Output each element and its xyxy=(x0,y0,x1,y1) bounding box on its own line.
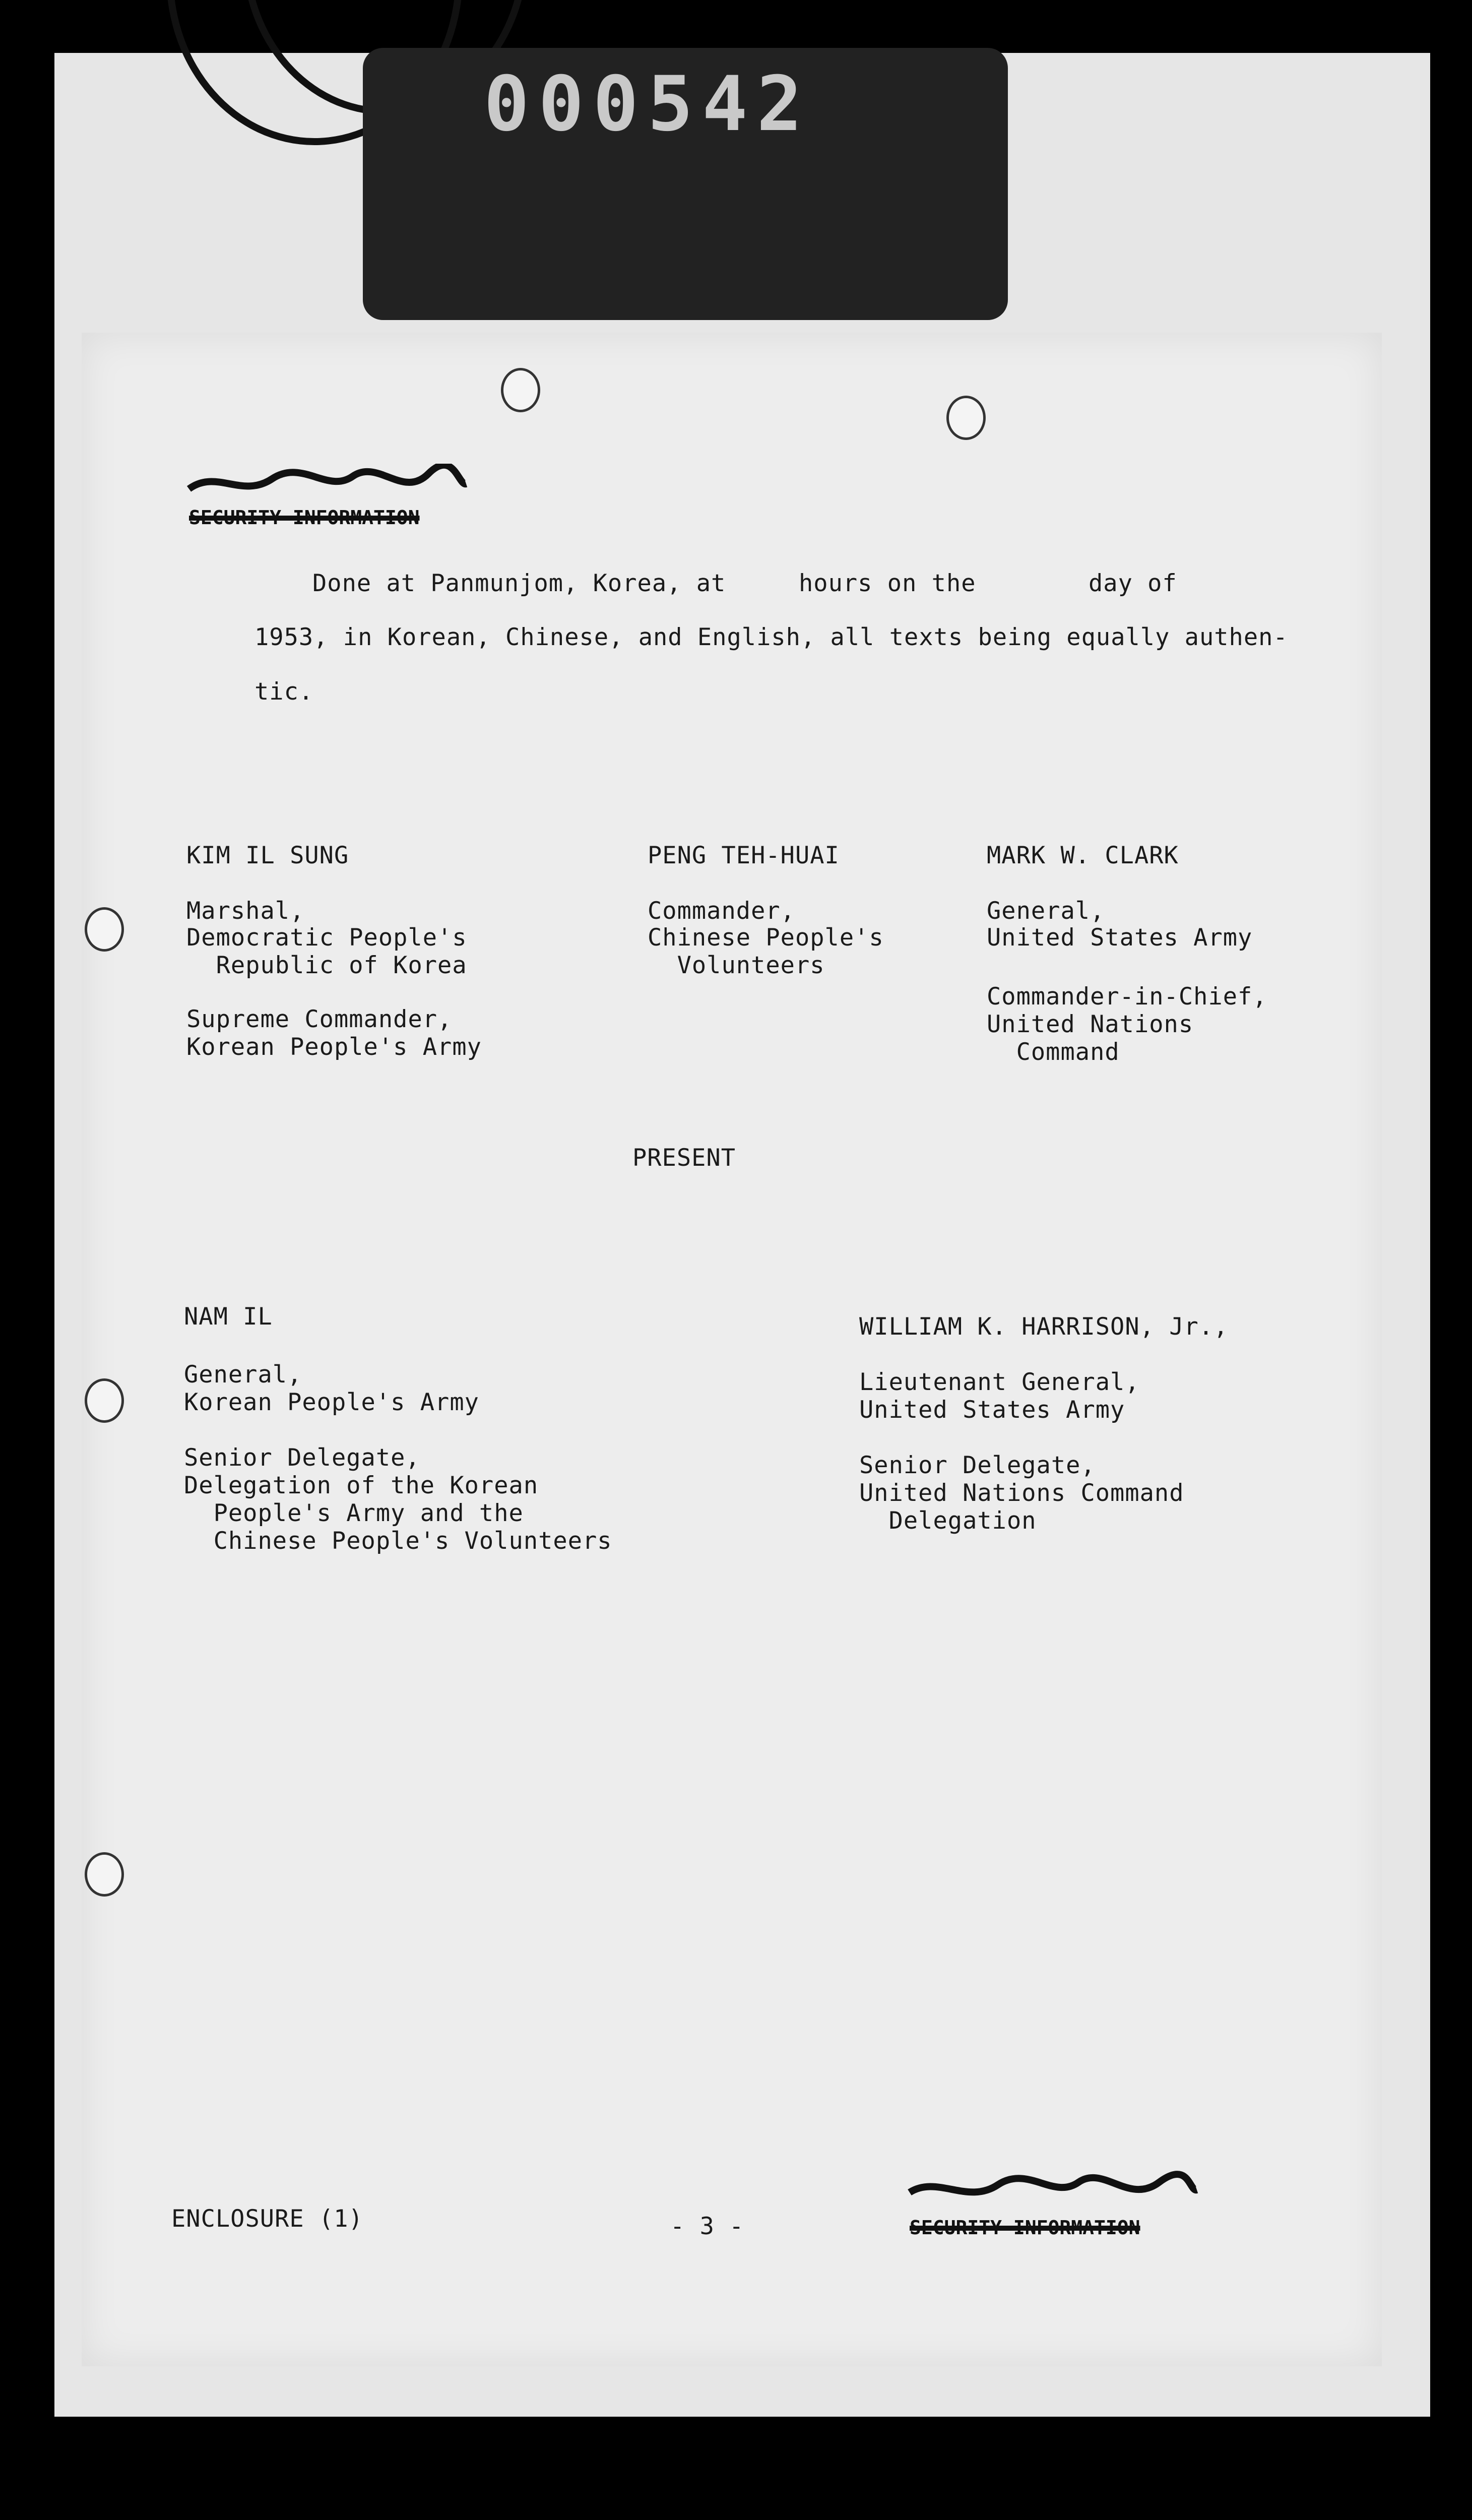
delegate-line: Senior Delegate, xyxy=(859,1452,1096,1479)
body-line-1c: day of xyxy=(1089,570,1177,597)
punch-hole xyxy=(85,907,124,952)
signatory-line: Korean People's Army xyxy=(186,1033,482,1061)
signatory-name-kim: KIM IL SUNG xyxy=(186,842,349,869)
delegate-line: Chinese People's Volunteers xyxy=(184,1527,612,1555)
signatory-line: General, xyxy=(987,897,1105,925)
delegate-line: Delegation xyxy=(859,1507,1037,1535)
signatory-line: Commander, xyxy=(648,897,795,925)
delegate-line: General, xyxy=(184,1361,302,1389)
classification-stamp-top: SECURITY INFORMATION xyxy=(189,507,420,529)
signatory-line: United Nations xyxy=(987,1011,1194,1038)
signatory-line: Marshal, xyxy=(186,897,305,925)
signatory-name-peng: PENG TEH-HUAI xyxy=(648,842,840,869)
delegate-line: United Nations Command xyxy=(859,1479,1184,1507)
signatory-line: Chinese People's xyxy=(648,924,884,952)
delegate-line: Senior Delegate, xyxy=(184,1444,420,1472)
signatory-line: Republic of Korea xyxy=(186,952,467,979)
present-label: PRESENT xyxy=(632,1144,736,1172)
signatory-line: Commander-in-Chief, xyxy=(987,983,1267,1011)
punch-hole xyxy=(85,1852,124,1897)
signatory-line: Democratic People's xyxy=(186,924,467,952)
punch-hole xyxy=(85,1378,124,1423)
delegate-line: Lieutenant General, xyxy=(859,1368,1140,1396)
page-number: - 3 - xyxy=(670,2213,744,2240)
signatory-line: Command xyxy=(987,1038,1120,1066)
punch-hole xyxy=(946,396,986,440)
enclosure-label: ENCLOSURE (1) xyxy=(171,2205,363,2233)
frame-number: 000542 xyxy=(484,60,811,148)
signatory-name-clark: MARK W. CLARK xyxy=(987,842,1179,869)
punch-hole xyxy=(501,368,540,412)
delegate-line: Delegation of the Korean xyxy=(184,1472,539,1499)
body-line-2: 1953, in Korean, Chinese, and English, all texts being equally authen- xyxy=(254,623,1288,651)
redaction-scribble-top xyxy=(186,464,469,504)
delegate-line: People's Army and the xyxy=(184,1499,524,1527)
delegate-name-nam: NAM IL xyxy=(184,1303,273,1331)
delegate-line: Korean People's Army xyxy=(184,1389,479,1416)
delegate-line: United States Army xyxy=(859,1396,1125,1424)
signatory-line: United States Army xyxy=(987,924,1253,952)
delegate-name-harrison: WILLIAM K. HARRISON, Jr., xyxy=(859,1313,1229,1341)
signatory-line: Volunteers xyxy=(648,952,825,979)
classification-stamp-bottom: SECURITY INFORMATION xyxy=(910,2217,1140,2239)
signatory-line: Supreme Commander, xyxy=(186,1005,453,1033)
body-line-1b: hours on the xyxy=(799,570,976,597)
body-line-1a: Done at Panmunjom, Korea, at xyxy=(312,570,726,597)
body-line-3: tic. xyxy=(254,678,314,706)
redaction-scribble-bottom xyxy=(907,2170,1199,2210)
